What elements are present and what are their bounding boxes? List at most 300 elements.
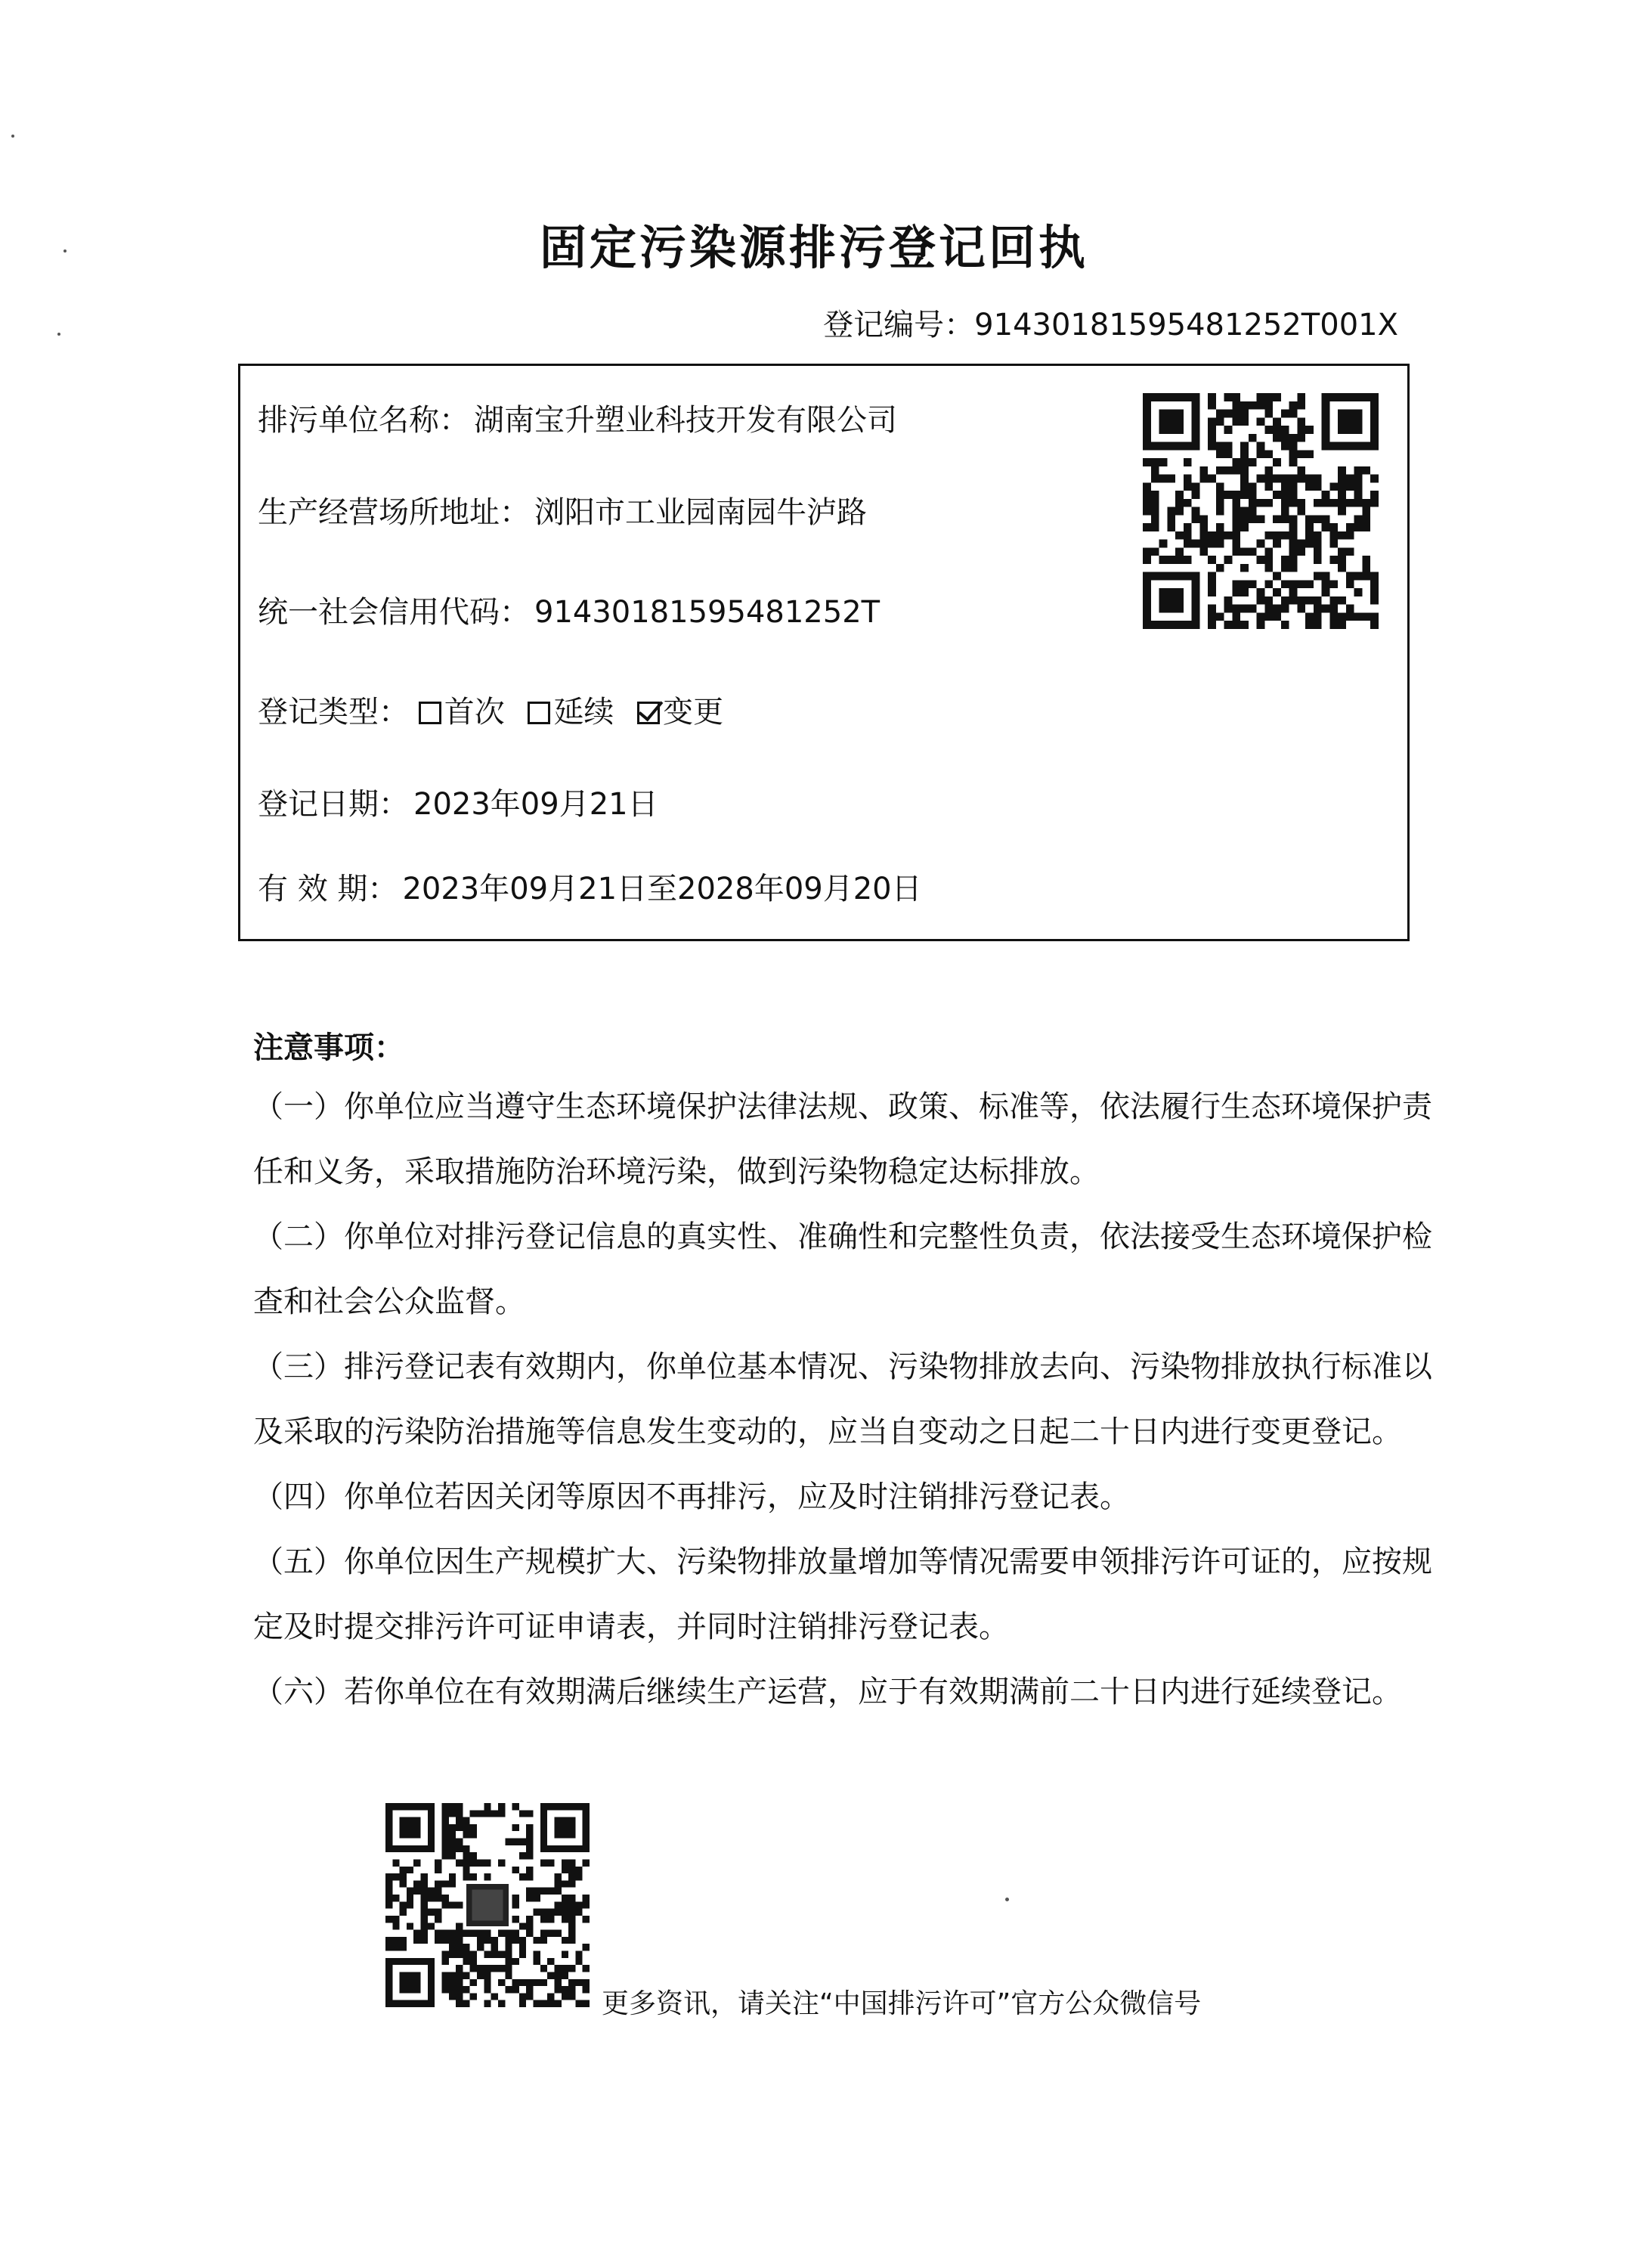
qr-module	[1322, 605, 1330, 613]
notice-line: 及采取的污染防治措施等信息发生变动的，应当自变动之日起二十日内进行变更登记。	[253, 1414, 1402, 1449]
qr-module	[449, 1979, 456, 1986]
qr-module	[456, 1930, 463, 1937]
qr-module	[441, 1972, 448, 1978]
qr-module	[428, 1923, 435, 1929]
qr-module	[463, 1845, 469, 1852]
notice-line: 任和义务，采取措施防治环境污染，做到污染物稳定达标排放。	[253, 1154, 1100, 1189]
qr-module	[441, 1824, 448, 1831]
qr-module	[1175, 499, 1184, 507]
qr-module	[1289, 458, 1298, 466]
qr-module	[505, 1930, 512, 1937]
qr-module	[407, 1888, 413, 1895]
qr-module	[491, 1944, 498, 1950]
qr-module	[456, 1817, 463, 1824]
qr-module	[1208, 434, 1216, 442]
type-option-renewal: 延续	[528, 695, 614, 730]
qr-module	[1224, 605, 1233, 613]
qr-module	[1216, 450, 1224, 458]
qr-module	[1338, 410, 1362, 434]
qr-module	[1240, 507, 1249, 516]
qr-module	[568, 1916, 575, 1923]
qr-module	[498, 1803, 505, 1810]
qr-module	[1289, 475, 1298, 483]
qr-module	[1273, 531, 1281, 540]
qr-module	[456, 1937, 463, 1944]
qr-module	[1143, 458, 1151, 466]
qr-module	[1322, 572, 1330, 581]
qr-module	[540, 1859, 547, 1866]
qr-module	[1151, 507, 1159, 516]
notice-line: （三）排污登记表有效期内，你单位基本情况、污染物排放去向、污染物排放执行标准以	[253, 1349, 1432, 1384]
notice-line: （五）你单位因生产规模扩大、污染物排放量增加等情况需要申领排污许可证的，应按规	[253, 1545, 1432, 1579]
qr-module	[1273, 434, 1281, 442]
qr-module	[526, 1873, 533, 1880]
qr-module	[456, 1803, 463, 1810]
notice-line: 定及时提交排污许可证申请表，并同时注销排污登记表。	[253, 1610, 1009, 1644]
qr-module	[562, 1972, 568, 1978]
qr-module	[554, 1901, 561, 1908]
qr-module	[1329, 531, 1338, 540]
qr-module	[400, 1817, 421, 1839]
qr-module	[1370, 475, 1379, 483]
qr-module	[583, 1895, 590, 1901]
qr-module	[1338, 466, 1346, 475]
qr-module	[1264, 580, 1273, 588]
qr-module	[1305, 515, 1314, 523]
qr-module	[1264, 475, 1273, 483]
qr-module	[1151, 515, 1159, 523]
qr-module	[470, 1852, 477, 1859]
address-value: 浏阳市工业园南园牛泸路	[534, 495, 867, 530]
qr-module	[554, 1880, 561, 1887]
qr-module	[491, 1993, 498, 2000]
qr-module	[1208, 556, 1216, 564]
qr-module	[512, 1803, 519, 1810]
qr-module	[1249, 499, 1257, 507]
qr-module	[407, 1901, 413, 1908]
qr-module	[449, 1930, 456, 1937]
qr-module	[583, 2000, 590, 2007]
qr-module	[1159, 458, 1168, 466]
qr-module	[1314, 556, 1322, 564]
qr-module	[519, 1993, 526, 2000]
qr-module	[1232, 507, 1240, 516]
qr-module	[512, 1839, 519, 1845]
qr-module	[1224, 410, 1233, 418]
qr-module	[1297, 596, 1305, 605]
qr-module	[1281, 482, 1289, 491]
qr-module	[1159, 410, 1184, 434]
qr-module	[449, 1839, 456, 1845]
qr-module	[463, 1986, 469, 1993]
qr-module	[498, 1859, 505, 1866]
qr-module	[1240, 588, 1249, 596]
qr-module	[1232, 540, 1240, 548]
qr-module	[1329, 612, 1338, 621]
qr-module	[1281, 596, 1289, 605]
qr-module	[1257, 417, 1265, 426]
qr-module	[1297, 434, 1305, 442]
qr-module	[1305, 531, 1314, 540]
qr-module	[1240, 491, 1249, 499]
qr-module	[1289, 410, 1298, 418]
qr-module	[1354, 491, 1363, 499]
qr-module	[1314, 515, 1322, 523]
qr-module	[484, 1979, 491, 1986]
qr-module	[534, 1951, 540, 1958]
qr-module	[1322, 523, 1330, 531]
qr-module	[463, 1817, 469, 1824]
qr-module	[1192, 540, 1200, 548]
qr-module	[1370, 499, 1379, 507]
checkbox-checked-icon	[637, 702, 660, 724]
qr-module	[1208, 588, 1216, 596]
qr-module	[1305, 450, 1314, 458]
qr-module	[1143, 547, 1151, 556]
qr-module	[547, 1916, 554, 1923]
qr-module	[534, 1979, 540, 1986]
qr-module	[1167, 556, 1175, 564]
qr-module	[1354, 475, 1363, 483]
qr-module	[441, 1880, 448, 1887]
qr-module	[1264, 605, 1273, 613]
qr-module	[1264, 531, 1273, 540]
qr-module	[441, 1986, 448, 1993]
qr-module	[1240, 442, 1249, 451]
qr-module	[1338, 596, 1346, 605]
qr-module	[1216, 564, 1224, 572]
qr-module	[1232, 491, 1240, 499]
qr-module	[477, 1810, 484, 1817]
qr-module	[1346, 612, 1354, 621]
qr-module	[1370, 596, 1379, 605]
qr-module	[385, 1916, 392, 1923]
qr-module	[1305, 475, 1314, 483]
qr-module	[1224, 621, 1233, 629]
qr-module	[1273, 475, 1281, 483]
qr-module	[1264, 426, 1273, 434]
qr-module	[1175, 491, 1184, 499]
qr-module	[540, 1979, 547, 1986]
qr-module	[456, 1972, 463, 1978]
qr-module	[554, 1888, 561, 1895]
qr-module	[1143, 499, 1151, 507]
document-title: 固定污染源排污登记回执	[539, 220, 1088, 275]
qr-module	[385, 1880, 392, 1887]
qr-module	[1257, 540, 1265, 548]
qr-module	[1208, 426, 1216, 434]
qr-module	[1192, 491, 1200, 499]
registration-date-value: 2023年09月21日	[413, 787, 658, 822]
qr-module	[1329, 499, 1338, 507]
qr-module	[1240, 564, 1249, 572]
qr-module	[1338, 556, 1346, 564]
qr-module	[1354, 612, 1363, 621]
notice-line: （二）你单位对排污登记信息的真实性、准确性和完整性负责，依法接受生态环境保护检	[253, 1219, 1432, 1254]
qr-module	[456, 1923, 463, 1929]
qr-module	[428, 1909, 435, 1916]
qr-module	[554, 1972, 561, 1978]
qr-module	[1305, 596, 1314, 605]
qr-module	[1184, 482, 1192, 491]
qr-module	[1159, 556, 1168, 564]
qr-module	[505, 1839, 512, 1845]
qr-module	[1297, 393, 1305, 401]
qr-module	[512, 1930, 519, 1937]
qr-module	[1224, 393, 1233, 401]
qr-module	[526, 1867, 533, 1873]
qr-module	[421, 1901, 428, 1908]
qr-module	[1273, 540, 1281, 548]
qr-module	[1175, 531, 1184, 540]
qr-module	[1143, 507, 1151, 516]
qr-module	[441, 1958, 448, 1965]
qr-module	[583, 1986, 590, 1993]
qr-module	[449, 1937, 456, 1944]
qr-module	[1175, 556, 1184, 564]
qr-module	[435, 1859, 441, 1866]
qr-module	[562, 1909, 568, 1916]
qr-module	[568, 1895, 575, 1901]
qr-module	[456, 1845, 463, 1852]
qr-module	[421, 1930, 428, 1937]
type-option-change: 变更	[637, 695, 723, 730]
qr-module	[512, 1916, 519, 1923]
qr-module	[1232, 621, 1240, 629]
qr-module	[449, 1986, 456, 1993]
qr-module	[385, 1901, 392, 1908]
qr-module	[1240, 475, 1249, 483]
qr-module	[1167, 507, 1175, 516]
qr-module	[505, 1944, 512, 1950]
qr-module	[1264, 466, 1273, 475]
qr-module	[385, 1937, 392, 1944]
qr-module	[568, 1909, 575, 1916]
qr-module	[1264, 401, 1273, 410]
qr-module	[1240, 410, 1249, 418]
qr-module	[1184, 499, 1192, 507]
qr-module	[534, 1895, 540, 1901]
qr-module	[1281, 507, 1289, 516]
qr-module	[505, 1951, 512, 1958]
qr-module	[1354, 515, 1363, 523]
qr-module	[1354, 523, 1363, 531]
qr-module	[1281, 531, 1289, 540]
qr-module	[1240, 605, 1249, 613]
qr-module	[1257, 499, 1265, 507]
qr-module	[568, 1937, 575, 1944]
qr-module	[1224, 596, 1233, 605]
qr-module	[1314, 531, 1322, 540]
qr-module	[456, 1839, 463, 1845]
qr-module	[1175, 507, 1184, 516]
qr-module	[505, 1972, 512, 1978]
qr-module	[526, 1839, 533, 1845]
qr-module	[1151, 466, 1159, 475]
qr-module	[441, 1803, 448, 1810]
qr-module	[568, 1873, 575, 1880]
qr-module	[407, 1867, 413, 1873]
qr-module	[583, 1859, 590, 1866]
qr-module	[1329, 540, 1338, 548]
qr-module	[1216, 540, 1224, 548]
qr-module	[534, 1937, 540, 1944]
qr-module	[540, 1916, 547, 1923]
qr-module	[1249, 515, 1257, 523]
qr-module	[1354, 588, 1363, 596]
validity-value: 2023年09月21日至2028年09月20日	[402, 872, 922, 906]
qr-module	[435, 1937, 441, 1944]
qr-module	[1305, 612, 1314, 621]
qr-module	[392, 1895, 399, 1901]
qr-module	[562, 1965, 568, 1972]
qr-module	[421, 1923, 428, 1929]
qr-module	[1289, 491, 1298, 499]
qr-module	[498, 1979, 505, 1986]
qr-module	[1257, 442, 1265, 451]
qr-module	[1297, 547, 1305, 556]
qr-module	[1184, 475, 1192, 483]
qr-module	[562, 1901, 568, 1908]
qr-module	[1257, 401, 1265, 410]
qr-module	[477, 1859, 484, 1866]
qr-module	[498, 2000, 505, 2007]
qr-module	[1257, 588, 1265, 596]
qr-module	[1281, 605, 1289, 613]
qr-module	[526, 1845, 533, 1852]
qr-module	[1240, 458, 1249, 466]
qr-module	[568, 1986, 575, 1993]
checkbox-unchecked-icon	[419, 702, 441, 724]
qr-module	[1338, 482, 1346, 491]
qr-module	[1159, 540, 1168, 548]
qr-module	[1151, 475, 1159, 483]
qr-module	[470, 1951, 477, 1958]
qr-module	[463, 1859, 469, 1866]
registration-date-row	[258, 780, 658, 823]
qr-module	[1346, 523, 1354, 531]
qr-module	[1281, 475, 1289, 483]
qr-module	[1257, 450, 1265, 458]
qr-module	[512, 1958, 519, 1965]
qr-module	[1232, 417, 1240, 426]
qr-module	[1224, 442, 1233, 451]
qr-module	[463, 1951, 469, 1958]
qr-module	[1249, 458, 1257, 466]
qr-module	[472, 1890, 503, 1921]
qr-module	[385, 1873, 392, 1880]
qr-module	[1273, 605, 1281, 613]
qr-module	[484, 1937, 491, 1944]
qr-module	[1338, 491, 1346, 499]
qr-module	[1297, 450, 1305, 458]
qr-module	[1370, 491, 1379, 499]
qr-module	[519, 1852, 526, 1859]
qr-module	[1322, 580, 1330, 588]
qr-module	[562, 1859, 568, 1866]
qr-module	[1281, 621, 1289, 629]
qr-module	[1184, 523, 1192, 531]
qr-module	[1257, 515, 1265, 523]
qr-module	[1216, 410, 1224, 418]
qr-module	[1297, 540, 1305, 548]
qr-module	[562, 1867, 568, 1873]
qr-module	[1264, 564, 1273, 572]
qr-module	[1257, 556, 1265, 564]
qr-module	[512, 1901, 519, 1908]
qr-module	[1264, 612, 1273, 621]
qr-module	[1208, 580, 1216, 588]
qr-module	[1224, 556, 1233, 564]
qr-module	[554, 1986, 561, 1993]
credit-code-row	[258, 588, 880, 631]
qr-module	[1305, 523, 1314, 531]
qr-module	[456, 1901, 463, 1908]
qr-module	[1264, 393, 1273, 401]
qr-module	[1257, 393, 1265, 401]
qr-module	[1338, 547, 1346, 556]
qr-module	[1314, 605, 1322, 613]
address-row	[258, 488, 867, 531]
qr-module	[1346, 531, 1354, 540]
qr-module	[1184, 531, 1192, 540]
qr-module	[392, 1923, 399, 1929]
qr-module	[1249, 482, 1257, 491]
qr-module	[526, 1979, 533, 1986]
qr-module	[1232, 466, 1240, 475]
qr-module	[441, 1852, 448, 1859]
qr-module	[463, 1852, 469, 1859]
qr-module	[1289, 588, 1298, 596]
qr-module	[519, 1979, 526, 1986]
qr-module	[1281, 556, 1289, 564]
qr-module	[1208, 442, 1216, 451]
qr-module	[505, 1965, 512, 1972]
qr-module	[547, 2000, 554, 2007]
qr-module	[463, 1824, 469, 1831]
qr-module	[484, 1951, 491, 1958]
qr-module	[1151, 458, 1159, 466]
qr-module	[1362, 523, 1370, 531]
qr-module	[484, 2000, 491, 2007]
qr-module	[512, 1937, 519, 1944]
qr-module	[1297, 475, 1305, 483]
qr-module	[540, 2000, 547, 2007]
qr-module	[519, 1944, 526, 1950]
qr-module	[534, 1909, 540, 1916]
qr-module	[562, 1993, 568, 2000]
qr-module	[562, 1880, 568, 1887]
qr-module	[1314, 612, 1322, 621]
qr-module	[534, 1958, 540, 1965]
qr-module	[1370, 572, 1379, 581]
qr-module	[1314, 482, 1322, 491]
qr-module	[1151, 523, 1159, 531]
qr-module	[1322, 588, 1330, 596]
qr-module	[463, 1972, 469, 1978]
credit-code-label: 统一社会信用代码：	[258, 595, 530, 630]
qr-module	[1289, 556, 1298, 564]
qr-module	[1338, 475, 1346, 483]
qr-module	[463, 1867, 469, 1873]
qr-module	[1192, 515, 1200, 523]
qr-module	[554, 1817, 575, 1839]
qr-module	[392, 1937, 399, 1944]
qr-module	[1232, 458, 1240, 466]
qr-module	[470, 1965, 477, 1972]
qr-module	[1208, 572, 1216, 581]
qr-module	[463, 1944, 469, 1950]
